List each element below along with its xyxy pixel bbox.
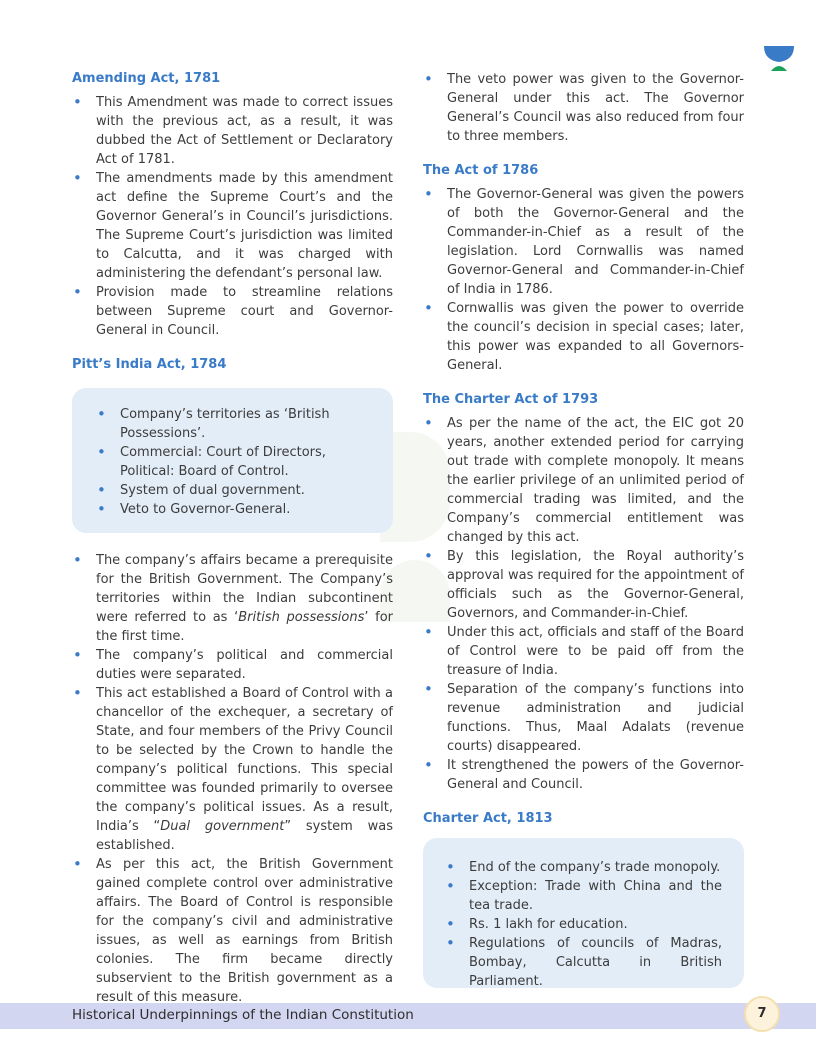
list-item: • Rs. 1 lakh for education. [445,915,722,934]
list-item: • System of dual government. [96,481,345,500]
list-item: • By this legislation, the Royal authority’s approval was required for the appointment of officials such as the Governor-General, Governors, and Commander-in-Chief. [423,547,744,623]
text-run: ” system was established. [96,819,393,853]
pitt-summary-box [72,388,393,533]
list-item: • Cornwallis was given the power to override the council’s decision in special cases; later, this power was expanded to all Governors-General. [423,299,744,375]
section-heading-charter-1813: Charter Act, 1813 [423,811,553,826]
emphasis-text: Dual government [160,819,285,834]
list-item: • Veto to Governor-General. [96,500,345,519]
list-item: • Commercial: Court of Directors, Political: Board of Control. [96,443,345,481]
text-run: ’ for the first time. [96,610,393,644]
list-item: • The company’s political and commercial duties were separated. [72,646,393,684]
list-item: • Under this act, officials and staff of the Board of Control were to be paid off from the treasure of India. [423,623,744,680]
amending-act-list [72,93,393,340]
section-heading-act-1786: The Act of 1786 [423,163,539,178]
charter-1813-box [423,838,744,988]
right-column [423,70,744,988]
pitt-details-list [72,551,393,1007]
act-1786-list [423,185,744,375]
text-run: This act established a Board of Control with a chancellor of the exchequer, a secretary of State, and four members of the Privy Council to be selected by the Crown to handle the company’s political functions. This special committee was founded primarily to oversee the company’s political issues. As a result, India’s “ [96,686,393,834]
veto-list [423,70,744,146]
list-item: • The Governor-General was given the powers of both the Governor-General and the Commander-in-Chief as a result of the legislation. Lord Cornwallis was named Governor-General and Commander-in-Chief of India in 1786. [423,185,744,299]
section-heading-charter-1793: The Charter Act of 1793 [423,392,599,407]
left-column [72,70,393,1007]
pitt-summary-list [96,405,345,519]
list-item: • Company’s territories as ‘British Possessions’. [96,405,345,443]
list-item: • Regulations of councils of Madras, Bombay, Calcutta in British Parliament. [445,934,722,991]
emphasis-text: British possessions [238,610,365,625]
logo-base-shape [771,66,787,71]
section-heading-amending-act: Amending Act, 1781 [72,71,221,86]
list-item: • As per the name of the act, the EIC got 20 years, another extended period for carrying out trade with complete monopoly. It means the earlier privilege of an unlimited period of commercial trading was limited, and the Company’s commercial entitlement was changed by this act. [423,414,744,547]
brand-logo [762,44,796,72]
list-item [72,684,393,855]
list-item: • As per this act, the British Government gained complete control over administrative affairs. The Board of Control is responsible for the company’s civil and administrative issues, as well as earnings from British colonies. The firm became directly subservient to the British government as a result of this measure. [72,855,393,1007]
list-item: • The veto power was given to the Governor-General under this act. The Governor General’s Council was also reduced from four to three members. [423,70,744,146]
list-item: • Provision made to streamline relations between Supreme court and Governor-General in Council. [72,283,393,340]
list-item: • This Amendment was made to correct issues with the previous act, as a result, it was dubbed the Act of Settlement or Declaratory Act of 1781. [72,93,393,169]
list-item: • The amendments made by this amendment act define the Supreme Court’s and the Governor General’s in Council’s jurisdictions. The Supreme Court’s jurisdiction was limited to Calcutta, and it was charged with administering the defendant’s personal law. [72,169,393,283]
logo-bowl-shape [764,46,794,62]
list-item: • It strengthened the powers of the Governor-General and Council. [423,756,744,794]
page-number-badge: 7 [744,996,780,1032]
list-item: • Separation of the company’s functions into revenue administration and judicial functions. Thus, Maal Adalats (revenue courts) disappeared. [423,680,744,756]
list-item [72,551,393,646]
section-heading-pitts-india-act: Pitt’s India Act, 1784 [72,357,227,372]
charter-1793-list [423,414,744,794]
list-item: • Exception: Trade with China and the tea trade. [445,877,722,915]
text-run: The company’s affairs became a prerequisite for the British Government. The Company’s territories within the Indian subcontinent were referred to as ‘ [96,553,393,625]
footer-title: Historical Underpinnings of the Indian Constitution [72,1007,414,1023]
list-item: • End of the company’s trade monopoly. [445,858,722,877]
charter-1813-list [445,858,722,991]
